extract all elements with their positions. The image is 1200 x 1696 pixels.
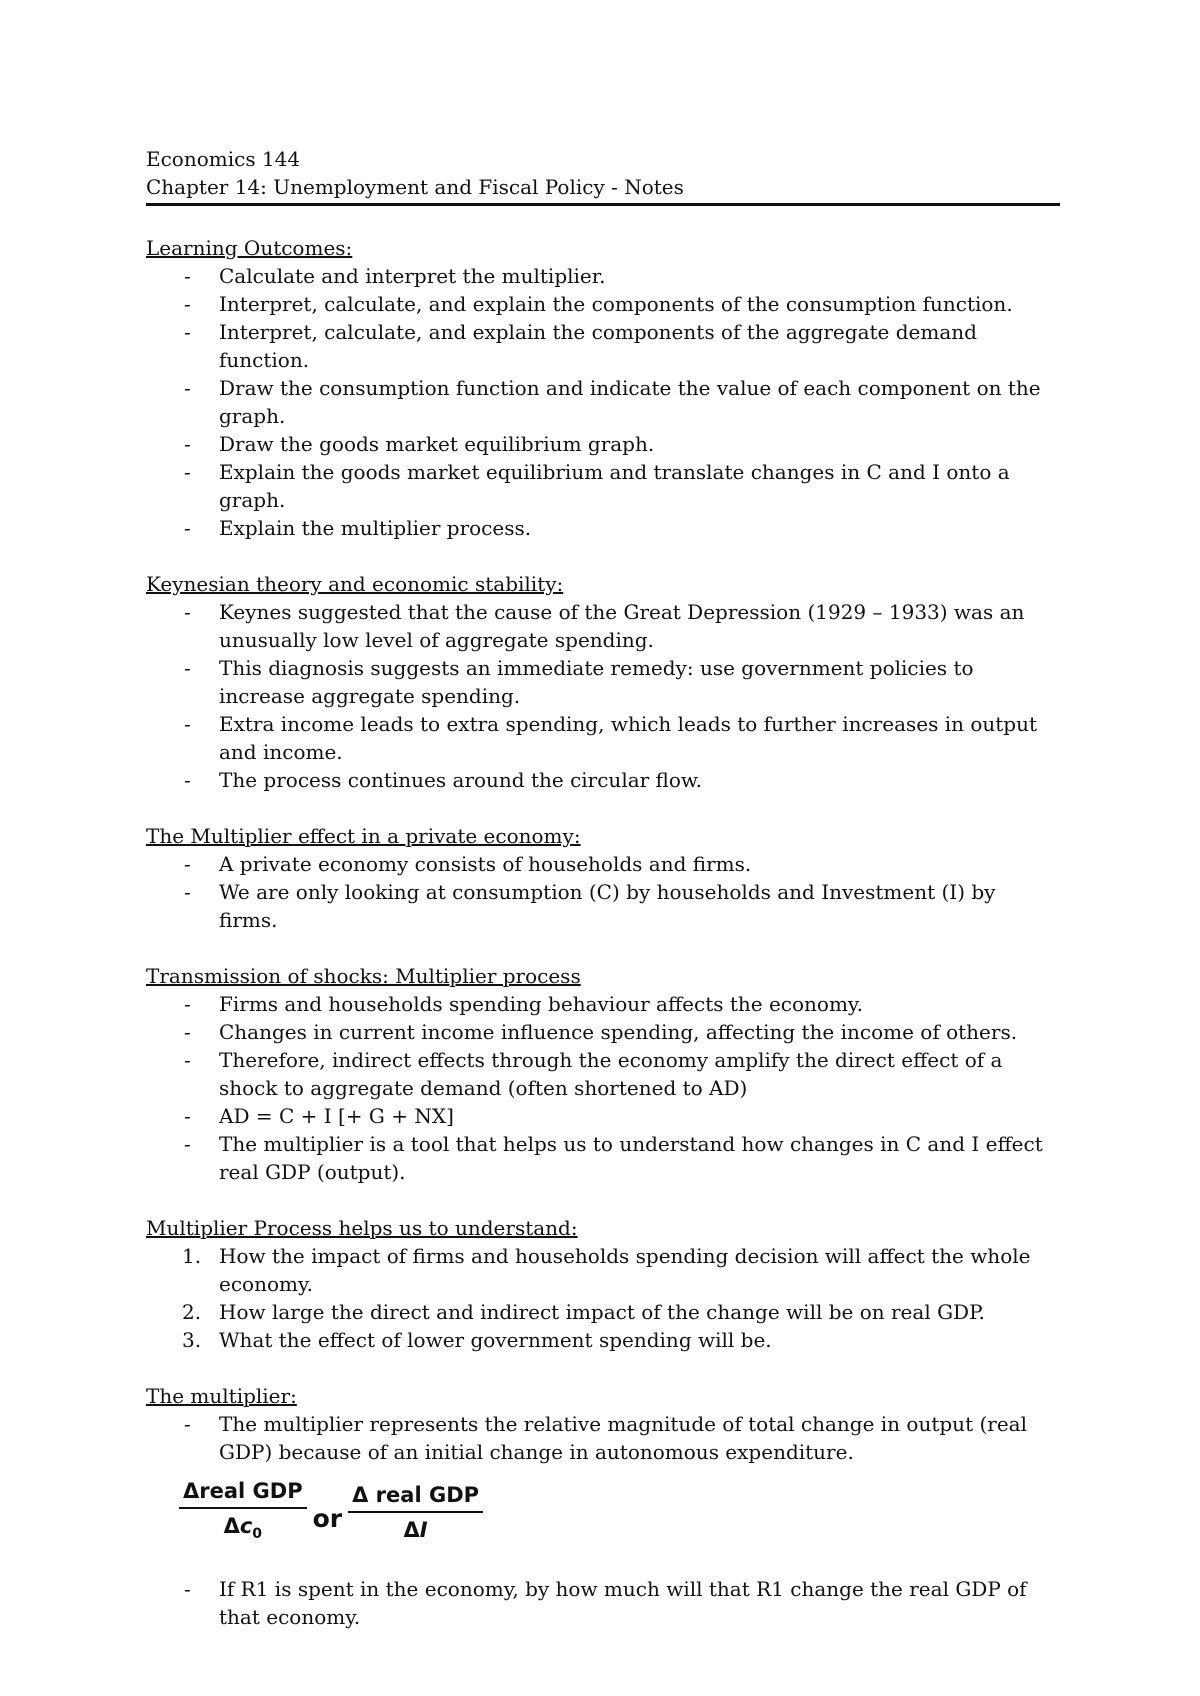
list-item [146,1018,1060,1046]
list-item [146,1326,1060,1354]
numbered-list [146,1242,1060,1354]
delta-symbol: Δ [223,1514,240,1538]
list-item-text: The multiplier is a tool that helps us to understand how changes in C and I effect real GDP (output). [219,1132,1043,1184]
dash-marker: - [184,292,191,316]
list-item [146,598,1060,654]
section-the-multiplier [146,1382,1060,1631]
list-item-text: Explain the multiplier process. [219,516,532,540]
dash-marker: - [184,432,191,456]
list-item [146,374,1060,430]
list-item [146,710,1060,766]
section-heading: Transmission of shocks: Multiplier process [146,964,581,988]
number-marker: 2. [182,1300,202,1324]
number-marker: 3. [182,1328,202,1352]
fraction-real-gdp-over-c0 [179,1478,307,1547]
list-item [146,1102,1060,1130]
fraction-numerator: Δ real GDP [348,1482,483,1513]
list-item-text: Therefore, indirect effects through the economy amplify the direct effect of a shock to aggregate demand (often shortened to AD) [219,1048,1003,1100]
list-item-text: Firms and households spending behaviour affects the economy. [219,992,863,1016]
list-item-text: A private economy consists of households and firms. [219,852,752,876]
dash-marker: - [184,880,191,904]
number-marker: 1. [182,1244,202,1268]
bullet-list [146,990,1060,1186]
dash-marker: - [184,320,191,344]
section-multiplier-process [146,1214,1060,1354]
list-item [146,878,1060,934]
list-item-text: This diagnosis suggests an immediate remedy: use government policies to increase aggregate spending. [219,656,974,708]
list-item-text: Draw the consumption function and indicate the value of each component on the graph. [219,376,1041,428]
subscript-zero: 0 [252,1526,263,1543]
dash-marker: - [184,1577,191,1602]
document-content [146,145,1060,1659]
list-item-text: Interpret, calculate, and explain the components of the aggregate demand function. [219,320,977,372]
fraction-denominator [404,1513,428,1543]
bullet-list [146,1410,1060,1466]
dash-marker: - [184,1048,191,1072]
dash-marker: - [184,852,191,876]
header-divider [146,203,1060,206]
list-item-text: The multiplier represents the relative magnitude of total change in output (real GDP) because of an initial change in autonomous expenditure. [219,1412,1027,1464]
list-item-text: The process continues around the circular flow. [219,768,703,792]
section-keynesian-theory [146,570,1060,794]
list-item-text: What the effect of lower government spending will be. [219,1328,772,1352]
dash-marker: - [184,1132,191,1156]
delta-symbol: Δ [403,1518,420,1543]
dash-marker: - [184,1104,191,1128]
list-item [146,430,1060,458]
list-item [146,1242,1060,1298]
section-learning-outcomes [146,234,1060,542]
chapter-title: Chapter 14: Unemployment and Fiscal Policy - Notes [146,175,684,199]
variable-i: I [419,1518,428,1543]
dash-marker: - [184,460,191,484]
list-item [146,1575,1060,1631]
dash-marker: - [184,656,191,680]
list-item [146,514,1060,542]
section-heading: The multiplier: [146,1384,297,1408]
fraction-numerator: Δreal GDP [179,1478,307,1509]
list-item [146,1298,1060,1326]
list-item-text: Draw the goods market equilibrium graph. [219,432,655,456]
list-item-text: AD = C + I [+ G + NX] [219,1104,454,1128]
formula-connector: or [312,1503,343,1533]
dash-marker: - [184,1020,191,1044]
dash-marker: - [184,712,191,736]
list-item [146,1130,1060,1186]
list-item [146,458,1060,514]
dash-marker: - [184,264,191,288]
dash-marker: - [184,1412,191,1436]
section-heading: Learning Outcomes: [146,236,353,260]
section-heading: Multiplier Process helps us to understand: [146,1216,578,1240]
list-item [146,1410,1060,1466]
list-item-text: How large the direct and indirect impact of the change will be on real GDP. [219,1300,985,1324]
list-item-text: Changes in current income influence spending, affecting the income of others. [219,1020,1018,1044]
list-item-text: Interpret, calculate, and explain the components of the consumption function. [219,292,1013,316]
list-item-text: We are only looking at consumption (C) by households and Investment (I) by firms. [219,880,996,932]
list-item [146,990,1060,1018]
section-heading: The Multiplier effect in a private economy: [146,824,581,848]
dash-marker: - [184,600,191,624]
list-item [146,318,1060,374]
course-title: Economics 144 [146,147,301,171]
list-item-text: Calculate and interpret the multiplier. [219,264,606,288]
bullet-list [146,262,1060,542]
section-heading: Keynesian theory and economic stability: [146,572,564,596]
list-item-text: Extra income leads to extra spending, which leads to further increases in output and income. [219,712,1038,764]
dash-marker: - [184,376,191,400]
dash-marker: - [184,516,191,540]
section-transmission-of-shocks [146,962,1060,1186]
fraction-denominator [224,1509,262,1547]
list-item [146,262,1060,290]
list-item [146,654,1060,710]
list-item-text: Keynes suggested that the cause of the Great Depression (1929 – 1933) was an unusually low level of aggregate spending. [219,600,1025,652]
multiplier-formula [179,1478,1060,1547]
list-item [146,1046,1060,1102]
dash-marker: - [184,768,191,792]
list-item-text: Explain the goods market equilibrium and translate changes in C and I onto a graph. [219,460,1010,512]
list-item [146,766,1060,794]
fraction-real-gdp-over-i [348,1482,483,1543]
variable-c: c [239,1514,253,1538]
list-item [146,290,1060,318]
bullet-list [146,598,1060,794]
bullet-list [146,1575,1060,1631]
list-item-text: How the impact of firms and households spending decision will affect the whole economy. [219,1244,1031,1296]
list-item-text: If R1 is spent in the economy, by how much will that R1 change the real GDP of that economy. [219,1577,1027,1630]
list-item [146,850,1060,878]
bullet-list [146,850,1060,934]
dash-marker: - [184,992,191,1016]
section-private-economy [146,822,1060,934]
